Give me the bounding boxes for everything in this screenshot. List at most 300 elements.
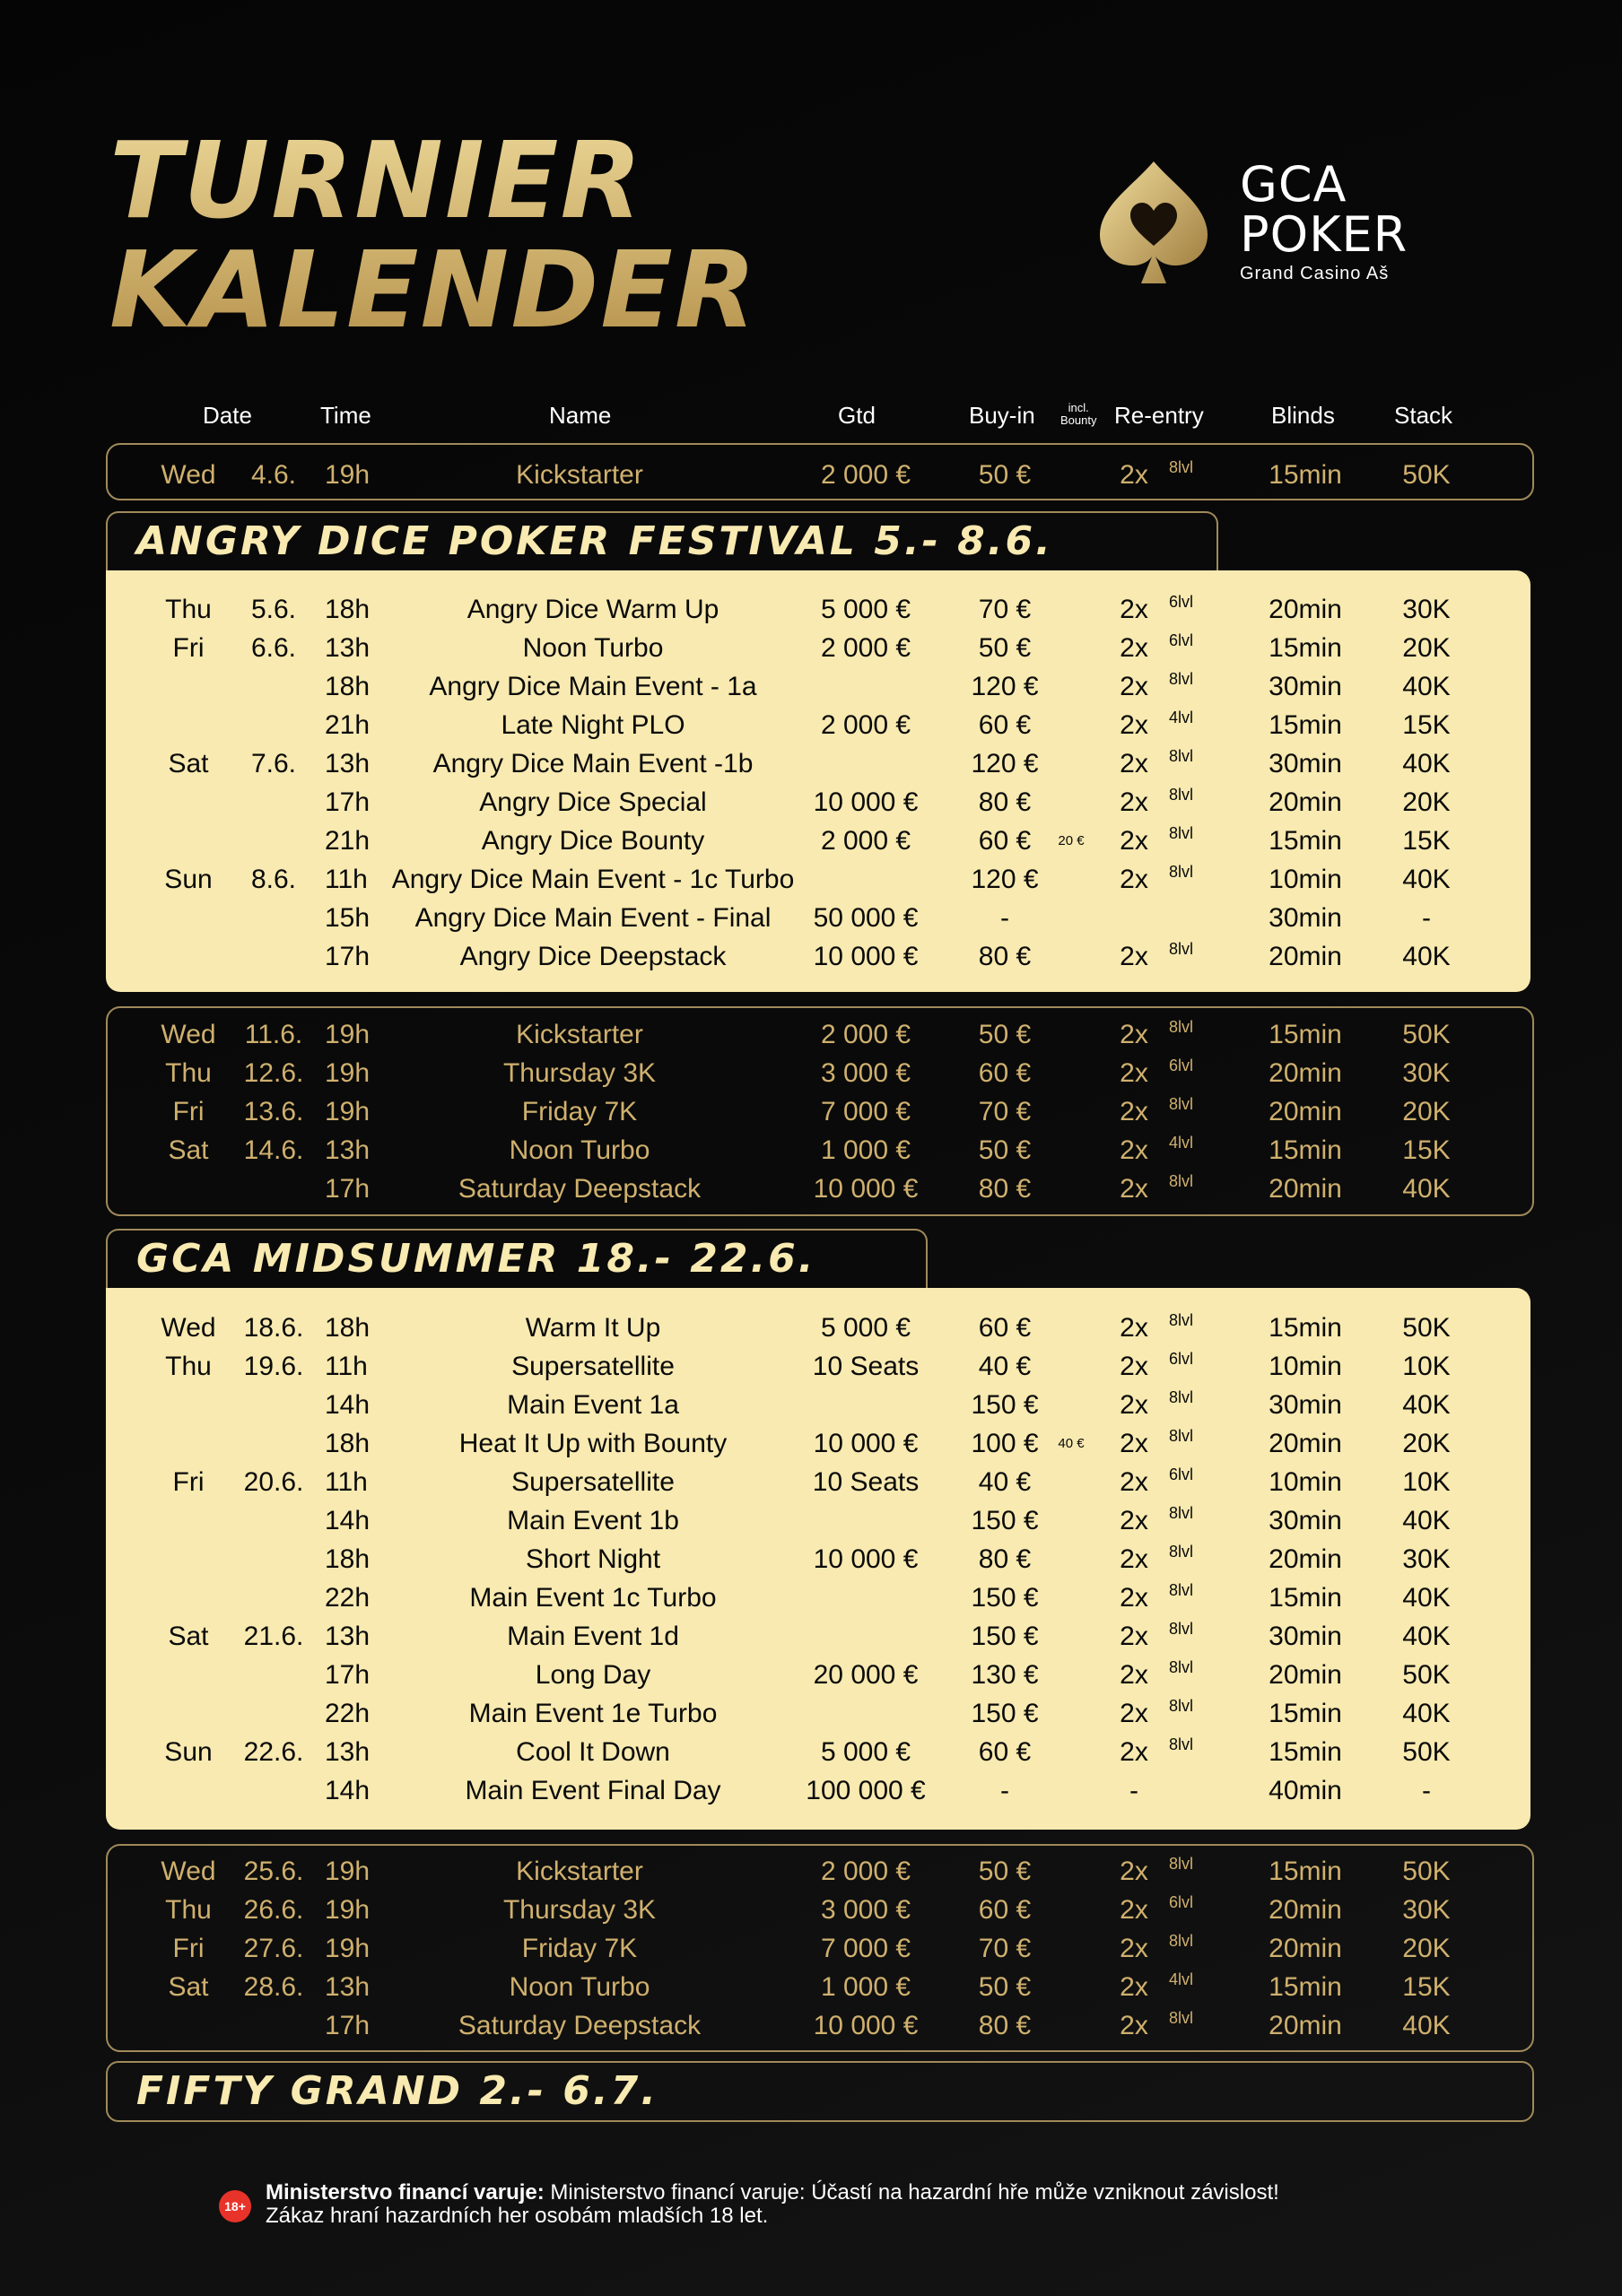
cell-buy: 50 € [978, 1857, 1032, 1886]
cell-buy: 50 € [978, 1972, 1032, 2002]
cell-name: Friday 7K [521, 1097, 638, 1126]
cell-lvl: 8lvl [1169, 863, 1194, 881]
cell-time: 19h [325, 460, 371, 490]
cell-name: Heat It Up with Bounty [458, 1429, 728, 1458]
cell-buy: 80 € [978, 1544, 1032, 1574]
cell-time: 18h [325, 1544, 371, 1574]
cell-time: 15h [325, 903, 371, 933]
cell-buy: 60 € [978, 1313, 1032, 1343]
table-header [0, 402, 1622, 438]
cell-gtd: 1 000 € [820, 1135, 911, 1165]
table-row [0, 783, 1622, 822]
cell-lvl: 6lvl [1169, 1350, 1194, 1368]
cell-lvl: 8lvl [1169, 1172, 1194, 1190]
header-gtd: Gtd [838, 402, 876, 429]
cell-buy: 130 € [971, 1660, 1039, 1690]
cell-re: 2x [1120, 1972, 1148, 2002]
cell-stack: 15K [1402, 710, 1451, 740]
cell-name: Supersatellite [511, 1467, 675, 1497]
cell-name: Angry Dice Main Event - 1c Turbo [391, 865, 795, 894]
cell-buy: 50 € [978, 1135, 1032, 1165]
cell-buy: 60 € [978, 826, 1032, 856]
table-row [0, 1617, 1622, 1656]
table-row [0, 1347, 1622, 1386]
cell-blind: 20min [1269, 1174, 1342, 1204]
cell-name: Noon Turbo [509, 1135, 650, 1165]
cell-blind: 30min [1269, 672, 1342, 701]
cell-stack: 30K [1402, 1895, 1451, 1925]
cell-blind: 20min [1269, 1097, 1342, 1126]
cell-date: 14.6. [243, 1135, 304, 1165]
cell-blind: 15min [1269, 1699, 1342, 1728]
cell-gtd: 10 000 € [813, 1429, 919, 1458]
cell-buy: 80 € [978, 2011, 1032, 2040]
midsummer-title: GCA MIDSUMMER 18.- 22.6. [136, 1236, 816, 1282]
cell-re: 2x [1120, 1506, 1148, 1535]
cell-re: 2x [1120, 1737, 1148, 1767]
midsummer-tab [106, 1229, 928, 1288]
header-blinds: Blinds [1271, 402, 1335, 429]
cell-name: Noon Turbo [509, 1972, 650, 2002]
title-line1: TURNIER [109, 118, 644, 242]
cell-lvl: 4lvl [1169, 1970, 1194, 1988]
table-row [0, 1733, 1622, 1771]
cell-gtd: 2 000 € [820, 1020, 911, 1049]
table-row [0, 2006, 1622, 2045]
cell-stack: 40K [1402, 1506, 1451, 1535]
cell-re: 2x [1120, 1020, 1148, 1049]
header-buyin: Buy-in [969, 402, 1035, 429]
cell-lvl: 8lvl [1169, 1620, 1194, 1638]
cell-date: 22.6. [243, 1737, 304, 1767]
header-stack: Stack [1394, 402, 1453, 429]
cell-stack: 20K [1402, 633, 1451, 663]
cell-buy: 70 € [978, 595, 1032, 624]
cell-name: Angry Dice Deepstack [459, 942, 727, 971]
cell-stack: 10K [1402, 1352, 1451, 1381]
cell-day: Sat [168, 1972, 209, 2002]
cell-re: 2x [1120, 1467, 1148, 1497]
cell-time: 18h [325, 595, 371, 624]
cell-time: 19h [325, 1097, 371, 1126]
cell-re: 2x [1120, 1544, 1148, 1574]
cell-buy: 70 € [978, 1097, 1032, 1126]
table-row [0, 1309, 1622, 1347]
header-name: Name [549, 402, 612, 429]
cell-blind: 30min [1269, 1390, 1342, 1420]
cell-re: 2x [1120, 1660, 1148, 1690]
cell-name: Supersatellite [511, 1352, 675, 1381]
cell-stack: 50K [1402, 1020, 1451, 1049]
cell-gtd: 10 Seats [812, 1352, 920, 1381]
cell-blind: 15min [1269, 460, 1342, 490]
cell-lvl: 8lvl [1169, 940, 1194, 958]
cell-buy: 70 € [978, 1934, 1032, 1963]
cell-date: 18.6. [243, 1313, 304, 1343]
table-row [0, 1424, 1622, 1463]
cell-date: 6.6. [250, 633, 297, 663]
cell-gtd: 3 000 € [820, 1895, 911, 1925]
cell-gtd: 10 000 € [813, 1174, 919, 1204]
cell-time: 19h [325, 1020, 371, 1049]
cell-date: 28.6. [243, 1972, 304, 2002]
table-row [0, 1771, 1622, 1810]
table-row [0, 1540, 1622, 1578]
cell-name: Late Night PLO [501, 710, 685, 740]
fifty-grand-title: FIFTY GRAND 2.- 6.7. [136, 2068, 658, 2114]
cell-gtd: 100 000 € [806, 1776, 926, 1805]
cell-buy: 50 € [978, 1020, 1032, 1049]
cell-lvl: 8lvl [1169, 1735, 1194, 1753]
header-time: Time [320, 402, 371, 429]
cell-stack: 30K [1402, 1544, 1451, 1574]
cell-day: Thu [165, 1058, 212, 1088]
cell-stack: 40K [1402, 672, 1451, 701]
cell-re: 2x [1120, 1352, 1148, 1381]
cell-re: 2x [1120, 1135, 1148, 1165]
cell-gtd: 2 000 € [820, 460, 911, 490]
cell-time: 22h [325, 1583, 371, 1613]
cell-lvl: 8lvl [1169, 1932, 1194, 1950]
cell-blind: 20min [1269, 1058, 1342, 1088]
cell-gtd: 2 000 € [820, 826, 911, 856]
cell-re: 2x [1120, 633, 1148, 663]
cell-blind: 20min [1269, 2011, 1342, 2040]
table-row [0, 1891, 1622, 1929]
cell-time: 18h [325, 672, 371, 701]
cell-time: 11h [325, 865, 368, 894]
cell-day: Wed [161, 1313, 216, 1343]
cell-date: 11.6. [244, 1020, 303, 1049]
cell-time: 21h [325, 710, 371, 740]
cell-name: Kickstarter [516, 1857, 643, 1886]
cell-time: 13h [325, 1737, 371, 1767]
cell-re: 2x [1120, 1583, 1148, 1613]
table-row [0, 1015, 1622, 1054]
cell-buy: - [1000, 1776, 1009, 1805]
cell-time: 22h [325, 1699, 371, 1728]
logo-subtitle: Grand Casino Aš [1240, 264, 1390, 283]
cell-gtd: 5 000 € [820, 1313, 911, 1343]
cell-day: Wed [161, 1020, 216, 1049]
cell-lvl: 8lvl [1169, 747, 1194, 765]
cell-blind: 20min [1269, 1429, 1342, 1458]
cell-day: Thu [165, 595, 212, 624]
cell-name: Main Event 1d [507, 1622, 679, 1651]
cell-time: 17h [325, 1660, 371, 1690]
table-row [0, 1054, 1622, 1092]
cell-gtd: 5 000 € [820, 595, 911, 624]
cell-name: Friday 7K [521, 1934, 638, 1963]
cell-blind: 20min [1269, 1544, 1342, 1574]
angry-dice-tab [106, 511, 1218, 570]
cell-day: Fri [172, 1467, 205, 1497]
cell-name: Kickstarter [516, 1020, 643, 1049]
cell-blind: 20min [1269, 595, 1342, 624]
table-row [0, 822, 1622, 860]
cell-lvl: 8lvl [1169, 1697, 1194, 1715]
cell-re: 2x [1120, 1097, 1148, 1126]
cell-lvl: 6lvl [1169, 631, 1194, 649]
header-bounty-note [1060, 402, 1096, 427]
cell-day: Sun [164, 1737, 213, 1767]
table-row [0, 1656, 1622, 1694]
cell-gtd: 2 000 € [820, 633, 911, 663]
cell-date: 5.6. [250, 595, 297, 624]
cell-bnty: 40 € [1058, 1436, 1085, 1451]
cell-stack: 40K [1402, 865, 1451, 894]
table-row [0, 1578, 1622, 1617]
title-line2: KALENDER [109, 228, 758, 352]
cell-time: 13h [325, 1622, 371, 1651]
cell-blind: 20min [1269, 942, 1342, 971]
cell-name: Angry Dice Warm Up [467, 595, 719, 624]
cell-gtd: 10 000 € [813, 2011, 919, 2040]
cell-buy: 80 € [978, 787, 1032, 817]
cell-name: Main Event 1e Turbo [468, 1699, 718, 1728]
table-row [0, 1463, 1622, 1501]
cell-blind: 15min [1269, 1583, 1342, 1613]
cell-gtd: 3 000 € [820, 1058, 911, 1088]
cell-lvl: 8lvl [1169, 458, 1194, 476]
cell-buy: 150 € [971, 1506, 1039, 1535]
cell-time: 13h [325, 1972, 371, 2002]
cell-stack: 40K [1402, 942, 1451, 971]
cell-gtd: 2 000 € [820, 710, 911, 740]
cell-date: 20.6. [243, 1467, 304, 1497]
cell-day: Thu [165, 1352, 212, 1381]
cell-stack: - [1422, 1776, 1431, 1805]
warning-line2: Zákaz hraní hazardních her osobám mladších 18 let. [266, 2204, 769, 2228]
cell-blind: 40min [1269, 1776, 1342, 1805]
cell-name: Warm It Up [525, 1313, 661, 1343]
warning-text [266, 2181, 1477, 2228]
cell-time: 14h [325, 1506, 371, 1535]
cell-buy: 150 € [971, 1699, 1039, 1728]
table-row [0, 1968, 1622, 2006]
cell-re: 2x [1120, 2011, 1148, 2040]
cell-buy: 60 € [978, 1895, 1032, 1925]
cell-buy: 100 € [971, 1429, 1039, 1458]
cell-time: 21h [325, 826, 371, 856]
cell-blind: 15min [1269, 1020, 1342, 1049]
cell-time: 11h [325, 1467, 368, 1497]
cell-stack: 40K [1402, 1390, 1451, 1420]
cell-day: Fri [172, 633, 205, 663]
cell-lvl: 8lvl [1169, 1018, 1194, 1036]
cell-time: 17h [325, 1174, 371, 1204]
cell-stack: 50K [1402, 1313, 1451, 1343]
cell-blind: 15min [1269, 1972, 1342, 2002]
cell-stack: 40K [1402, 1583, 1451, 1613]
cell-date: 27.6. [243, 1934, 304, 1963]
cell-blind: 15min [1269, 710, 1342, 740]
table-row [0, 899, 1622, 937]
cell-gtd: 10 000 € [813, 942, 919, 971]
cell-blind: 20min [1269, 1895, 1342, 1925]
cell-gtd: 7 000 € [820, 1097, 911, 1126]
cell-time: 11h [325, 1352, 368, 1381]
cell-re: 2x [1120, 1622, 1148, 1651]
cell-date: 21.6. [243, 1622, 304, 1651]
cell-time: 18h [325, 1313, 371, 1343]
table-row [0, 1694, 1622, 1733]
cell-day: Sat [168, 749, 209, 778]
cell-re: 2x [1120, 1174, 1148, 1204]
cell-buy: 40 € [978, 1467, 1032, 1497]
cell-re: 2x [1120, 1313, 1148, 1343]
cell-day: Wed [161, 1857, 216, 1886]
table-row [0, 1131, 1622, 1170]
cell-time: 17h [325, 942, 371, 971]
cell-lvl: 8lvl [1169, 786, 1194, 804]
cell-name: Main Event Final Day [465, 1776, 721, 1805]
table-row [0, 667, 1622, 706]
cell-date: 8.6. [250, 865, 297, 894]
cell-blind: 15min [1269, 826, 1342, 856]
cell-re: 2x [1120, 942, 1148, 971]
cell-time: 17h [325, 787, 371, 817]
cell-blind: 15min [1269, 1857, 1342, 1886]
warning-bold: Ministerstvo financí varuje: [266, 2180, 545, 2205]
table-row [0, 629, 1622, 667]
cell-buy: - [1000, 903, 1009, 933]
table-row [0, 937, 1622, 976]
cell-blind: 10min [1269, 865, 1342, 894]
cell-bnty: 20 € [1058, 833, 1085, 848]
cell-lvl: 6lvl [1169, 1465, 1194, 1483]
cell-lvl: 8lvl [1169, 1311, 1194, 1329]
cell-lvl: 8lvl [1169, 1855, 1194, 1873]
cell-re: 2x [1120, 1895, 1148, 1925]
cell-lvl: 8lvl [1169, 1427, 1194, 1445]
table-row [0, 860, 1622, 899]
cell-re: 2x [1120, 1390, 1148, 1420]
cell-day: Fri [172, 1097, 205, 1126]
cell-name: Saturday Deepstack [458, 1174, 702, 1204]
cell-buy: 60 € [978, 710, 1032, 740]
angry-dice-title: ANGRY DICE POKER FESTIVAL 5.- 8.6. [136, 518, 1053, 564]
cell-re: 2x [1120, 865, 1148, 894]
cell-name: Angry Dice Main Event -1b [432, 749, 754, 778]
cell-blind: 20min [1269, 1660, 1342, 1690]
cell-time: 14h [325, 1776, 371, 1805]
cell-gtd: 50 000 € [813, 903, 919, 933]
cell-day: Sat [168, 1135, 209, 1165]
cell-buy: 50 € [978, 633, 1032, 663]
cell-buy: 150 € [971, 1622, 1039, 1651]
cell-time: 17h [325, 2011, 371, 2040]
cell-blind: 30min [1269, 903, 1342, 933]
cell-name: Cool It Down [516, 1737, 670, 1767]
cell-re: 2x [1120, 710, 1148, 740]
cell-buy: 150 € [971, 1583, 1039, 1613]
cell-stack: 50K [1402, 1737, 1451, 1767]
cell-stack: 50K [1402, 1660, 1451, 1690]
table-row [0, 1092, 1622, 1131]
cell-gtd: 10 000 € [813, 1544, 919, 1574]
age-18-badge: 18+ [219, 2190, 251, 2222]
page-title [109, 118, 917, 352]
cell-date: 4.6. [250, 460, 297, 490]
cell-stack: 40K [1402, 2011, 1451, 2040]
cell-lvl: 8lvl [1169, 1581, 1194, 1599]
cell-stack: 40K [1402, 1174, 1451, 1204]
cell-buy: 60 € [978, 1737, 1032, 1767]
cell-time: 18h [325, 1429, 371, 1458]
cell-lvl: 6lvl [1169, 1057, 1194, 1074]
cell-gtd: 10 Seats [812, 1467, 920, 1497]
cell-time: 19h [325, 1857, 371, 1886]
bounty-note-line1: incl. [1068, 401, 1089, 414]
fifty-grand-box [106, 2061, 1534, 2122]
table-row [0, 744, 1622, 783]
cell-lvl: 8lvl [1169, 670, 1194, 688]
cell-stack: - [1422, 903, 1431, 933]
cell-name: Thursday 3K [502, 1058, 657, 1088]
cell-day: Sat [168, 1622, 209, 1651]
cell-gtd: 1 000 € [820, 1972, 911, 2002]
cell-lvl: 8lvl [1169, 1658, 1194, 1676]
cell-lvl: 8lvl [1169, 1388, 1194, 1406]
cell-lvl: 6lvl [1169, 1893, 1194, 1911]
table-row [0, 590, 1622, 629]
cell-re: 2x [1120, 1699, 1148, 1728]
cell-blind: 30min [1269, 749, 1342, 778]
cell-time: 14h [325, 1390, 371, 1420]
cell-blind: 15min [1269, 633, 1342, 663]
cell-name: Noon Turbo [522, 633, 664, 663]
cell-name: Thursday 3K [502, 1895, 657, 1925]
cell-stack: 40K [1402, 1622, 1451, 1651]
warning-line1: Ministerstvo financí varuje: Účastí na hazardní hře může vzniknout závislost! [544, 2180, 1279, 2205]
cell-time: 19h [325, 1058, 371, 1088]
cell-blind: 15min [1269, 1737, 1342, 1767]
table-row [0, 456, 1622, 494]
logo-text [1240, 156, 1408, 284]
cell-buy: 40 € [978, 1352, 1032, 1381]
cell-date: 19.6. [243, 1352, 304, 1381]
cell-day: Wed [161, 460, 216, 490]
table-row [0, 1852, 1622, 1891]
cell-name: Main Event 1b [507, 1506, 679, 1535]
cell-re: 2x [1120, 1934, 1148, 1963]
cell-name: Kickstarter [516, 460, 643, 490]
cell-buy: 120 € [971, 865, 1039, 894]
gca-poker-logo [1096, 156, 1473, 294]
cell-re: 2x [1120, 749, 1148, 778]
cell-name: Main Event 1a [507, 1390, 679, 1420]
cell-buy: 80 € [978, 1174, 1032, 1204]
cell-stack: 30K [1402, 1058, 1451, 1088]
table-row [0, 1170, 1622, 1208]
cell-lvl: 8lvl [1169, 1095, 1194, 1113]
cell-lvl: 6lvl [1169, 593, 1194, 611]
cell-buy: 50 € [978, 460, 1032, 490]
cell-lvl: 8lvl [1169, 1543, 1194, 1561]
cell-blind: 10min [1269, 1352, 1342, 1381]
logo-poker: POKER [1240, 206, 1408, 263]
cell-stack: 40K [1402, 1699, 1451, 1728]
cell-stack: 15K [1402, 1135, 1451, 1165]
cell-blind: 30min [1269, 1622, 1342, 1651]
bounty-note-line2: Bounty [1060, 413, 1097, 427]
cell-buy: 60 € [978, 1058, 1032, 1088]
cell-gtd: 20 000 € [813, 1660, 919, 1690]
cell-date: 12.6. [243, 1058, 304, 1088]
cell-stack: 20K [1402, 787, 1451, 817]
cell-re: 2x [1120, 787, 1148, 817]
